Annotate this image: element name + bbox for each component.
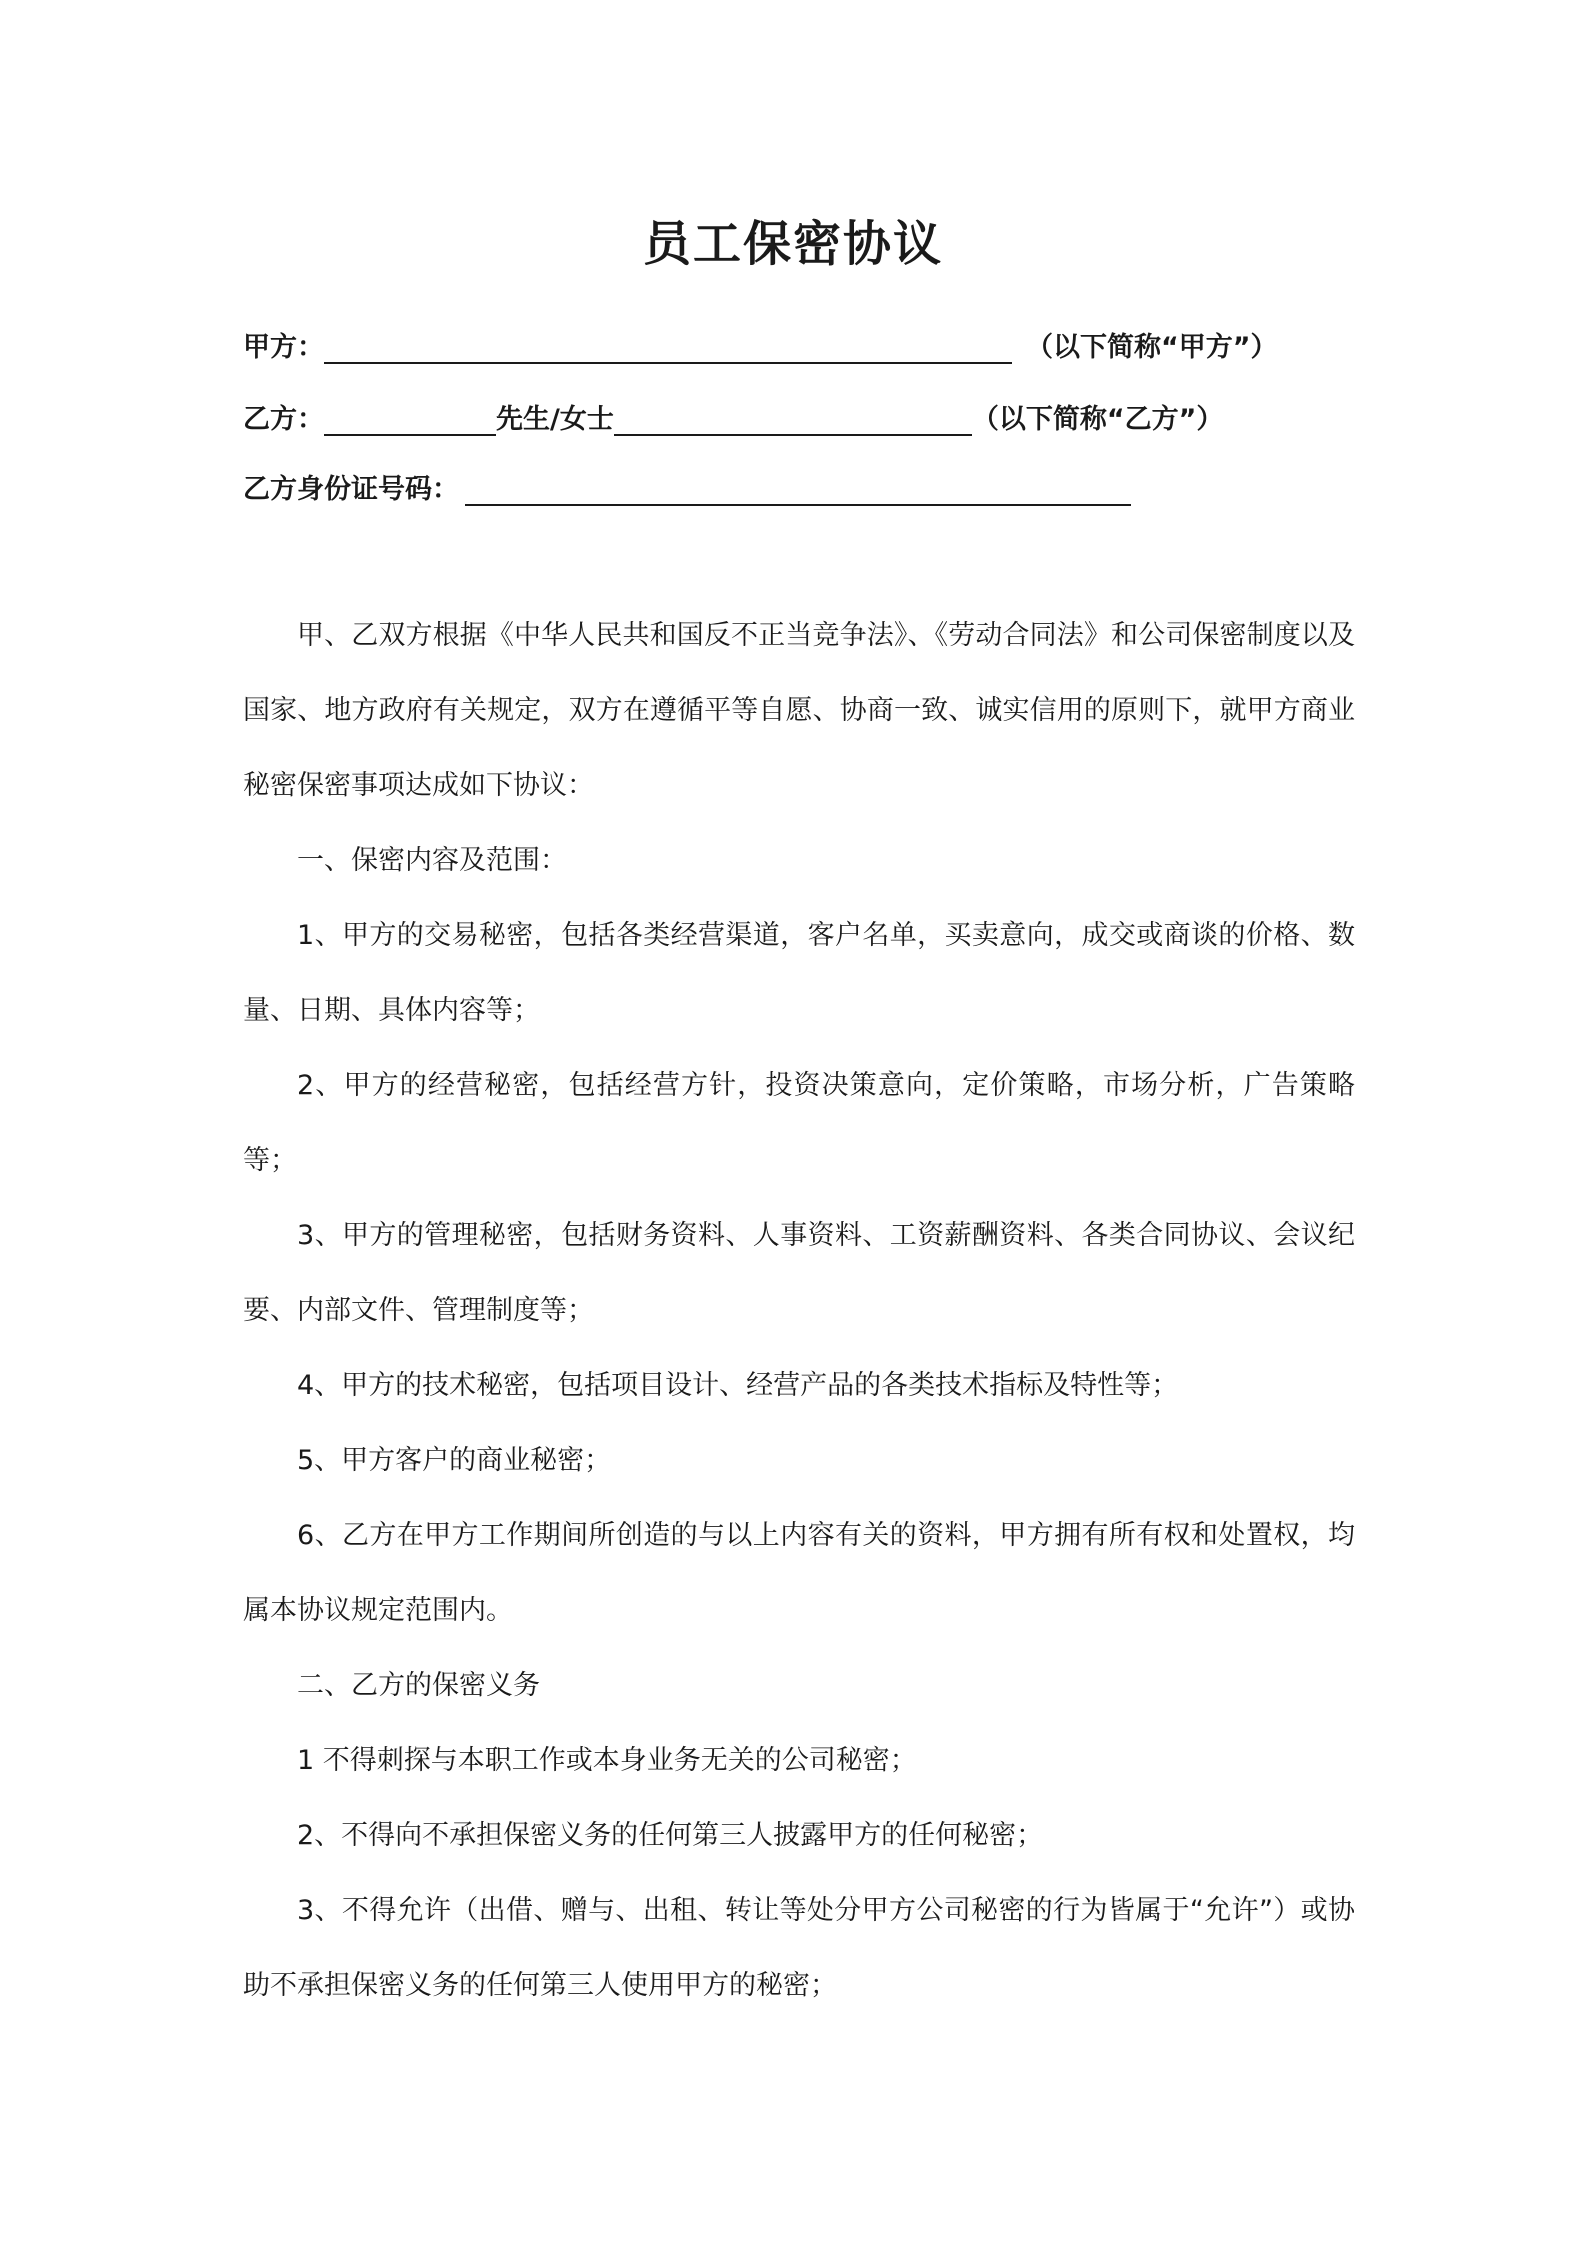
party-a-row [243, 324, 1278, 368]
party-b-label: 乙方： [243, 404, 324, 435]
section-heading: 一、保密内容及范围： [297, 845, 567, 876]
agreement-body [243, 598, 1355, 2023]
party-a-suffix: （以下简称“甲方”） [1026, 332, 1278, 363]
intro-paragraph: 甲、乙双方根据《中华人民共和国反不正当竞争法》、《劳动合同法》和公司保密制度以及国家、地方政府有关规定，双方在遵循平等自愿、协商一致、诚实信用的原则下，就甲方商业秘密保密事项达成如下协议： [243, 620, 1355, 801]
clause-paragraph: 3、不得允许（出借、赠与、出租、转让等处分甲方公司秘密的行为皆属于“允许”）或协助不承担保密义务的任何第三人使用甲方的秘密； [243, 1895, 1355, 2001]
party-b-suffix: （以下简称“乙方”） [971, 404, 1224, 435]
clause-paragraph: 1 不得刺探与本职工作或本身业务无关的公司秘密； [297, 1745, 917, 1776]
clause-paragraph: 6、乙方在甲方工作期间所创造的与以上内容有关的资料，甲方拥有所有权和处置权，均属本协议规定范围内。 [243, 1520, 1355, 1626]
party-a-label: 甲方： [243, 332, 324, 363]
party-b-id-label: 乙方身份证号码： [243, 474, 459, 505]
clause-paragraph: 5、甲方客户的商业秘密； [297, 1445, 612, 1476]
party-b-id-row [243, 466, 1131, 510]
party-b-id-blank[interactable] [465, 470, 1131, 506]
party-b-honorific: 先生/女士 [496, 404, 614, 435]
clause-paragraph: 4、甲方的技术秘密，包括项目设计、经营产品的各类技术指标及特性等； [297, 1370, 1179, 1401]
party-b-name-blank[interactable] [324, 400, 496, 436]
clause-paragraph: 1、甲方的交易秘密，包括各类经营渠道，客户名单，买卖意向，成交或商谈的价格、数量、日期、具体内容等； [243, 920, 1355, 1026]
party-a-name-blank[interactable] [324, 328, 1012, 364]
section-heading: 二、乙方的保密义务 [297, 1670, 540, 1701]
clause-paragraph: 3、甲方的管理秘密，包括财务资料、人事资料、工资薪酬资料、各类合同协议、会议纪要、内部文件、管理制度等； [243, 1220, 1355, 1326]
clause-paragraph: 2、甲方的经营秘密，包括经营方针，投资决策意向，定价策略，市场分析，广告策略等； [243, 1070, 1355, 1176]
party-b-row [243, 396, 1223, 440]
clause-paragraph: 2、不得向不承担保密义务的任何第三人披露甲方的任何秘密； [297, 1820, 1044, 1851]
document-title: 员工保密协议 [642, 216, 943, 272]
party-b-extra-blank[interactable] [614, 400, 972, 436]
